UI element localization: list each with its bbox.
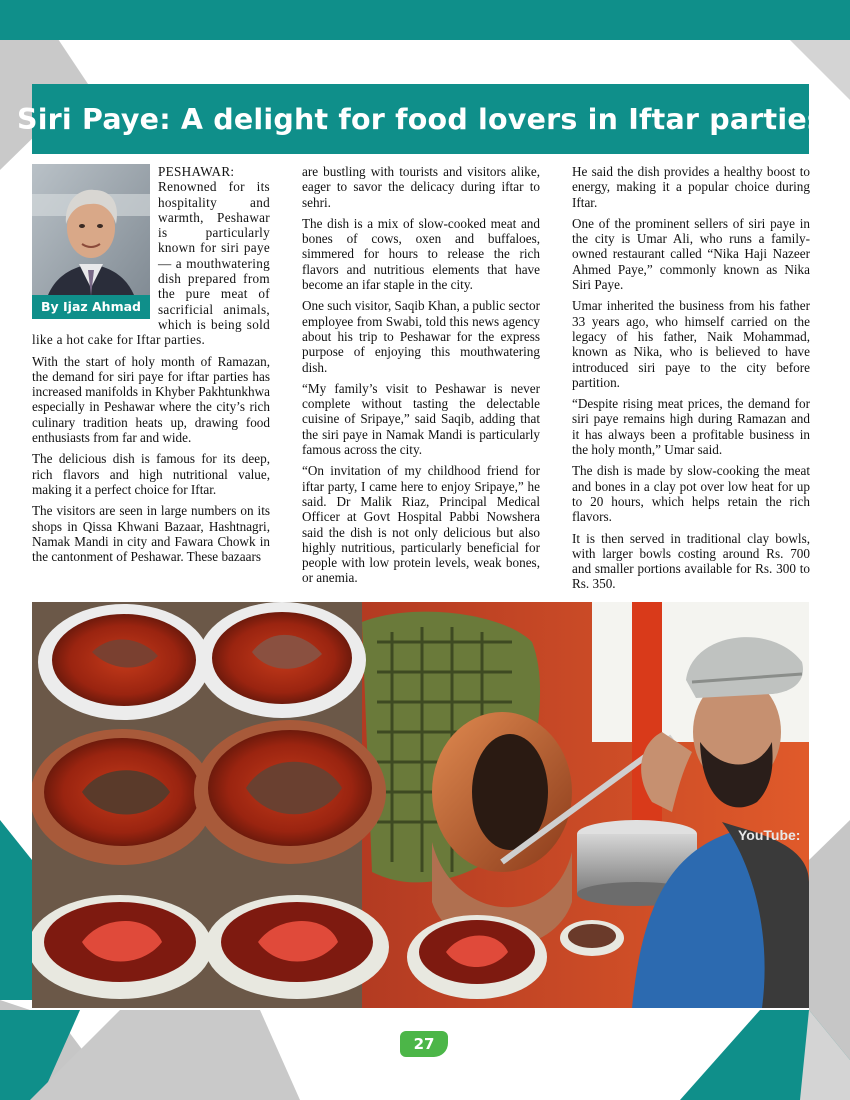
food-scene-image bbox=[32, 602, 809, 1008]
paragraph: PESHAWAR: Renowned for its hospitality and warmth, Peshawar is particularly known for siri paye — a mouthwatering dish prepared from the pure meat of sacrificial animals, which is being sold like a hot cake for Iftar parties. bbox=[32, 164, 270, 348]
title-banner bbox=[16, 84, 825, 154]
paragraph: The dish is a mix of slow-cooked meat and bones of cows, oxen and buffaloes, simmered for hours to release the rich flavors and nutritious elements that have become an ifar staple in the city. bbox=[302, 215, 540, 293]
author-photo bbox=[32, 164, 150, 319]
paragraph: He said the dish provides a healthy boost to energy, making it a popular choice during Iftar. bbox=[572, 164, 810, 210]
paragraph: “Despite rising meat prices, the demand for siri paye remains high during Ramazan and it has always been a profitable business in the holy month,” Umar said. bbox=[572, 396, 810, 458]
top-teal-band bbox=[0, 0, 850, 40]
article-column-3 bbox=[572, 164, 810, 598]
paragraph: One such visitor, Saqib Khan, a public sector employee from Swabi, told this news agency about his trip to Peshawar for the express purpose of enjoying this mouthwatering dish. bbox=[302, 298, 540, 375]
page-number: 27 bbox=[400, 1031, 448, 1057]
paragraph: are bustling with tourists and visitors alike, eager to savor the delicacy during iftar to sehri. bbox=[302, 164, 540, 210]
paragraph: It is then served in traditional clay bowls, with larger bowls costing around Rs. 700 and smaller portions available for Rs. 300 to Rs. 350. bbox=[572, 530, 810, 592]
paragraph: Umar inherited the business from his father 33 years ago, who himself carried on the legacy of his father, Naik Mohammad, known as Nika, who is believed to have introduced siri paye to the city before partition. bbox=[572, 298, 810, 390]
paragraph: One of the prominent sellers of siri paye in the city is Umar Ali, who runs a family-owned restaurant called “Nika Haji Nazeer Ahmed Paye,” commonly known as Nika Siri Paye. bbox=[572, 215, 810, 293]
paragraph: The visitors are seen in large numbers on its shops in Qissa Khwani Bazaar, Hashtnagri, Namak Mandi in city and Fawara Chowk in the cantonment of Peshawar. These bazaars bbox=[32, 503, 270, 565]
paragraph: “My family’s visit to Peshawar is never complete without tasting the delectable cuisine of Sripaye,” said Saqib, adding that the siri paye in Namak Mandi is particularly famous across the city. bbox=[302, 380, 540, 458]
article-column-2 bbox=[302, 164, 540, 592]
paragraph: The dish is made by slow-cooking the meat and bones in a clay pot over low heat for up to 20 hours, which helps retain the rich flavors. bbox=[572, 463, 810, 525]
siri-paye-photo bbox=[32, 602, 809, 1008]
paragraph: The delicious dish is famous for its deep, rich flavors and high nutritional value, making it a perfect choice for Iftar. bbox=[32, 451, 270, 497]
paragraph: “On invitation of my childhood friend for iftar party, I came here to enjoy Sripaye,” he said. Dr Malik Riaz, Principal Medical Officer at Govt Hospital Pabbi Nowshera said the dish is not only delicious but also highly nutritious, particularly beneficial for people with low protein levels, weak bones, or anemia. bbox=[302, 463, 540, 586]
article-column-1 bbox=[32, 164, 270, 570]
paragraph: With the start of holy month of Ramazan, the demand for siri paye for iftar parties has increased manifolds in Khyber Pakhtunkhwa especially in Peshawar where the city’s rich culinary tradition heats up, drawing food enthusiasts from far and wide. bbox=[32, 353, 270, 446]
article-title: Siri Paye: A delight for food lovers in Iftar parties bbox=[16, 102, 825, 136]
photo-watermark: YouTube: bbox=[738, 827, 801, 843]
author-byline: By Ijaz Ahmad bbox=[32, 295, 150, 319]
